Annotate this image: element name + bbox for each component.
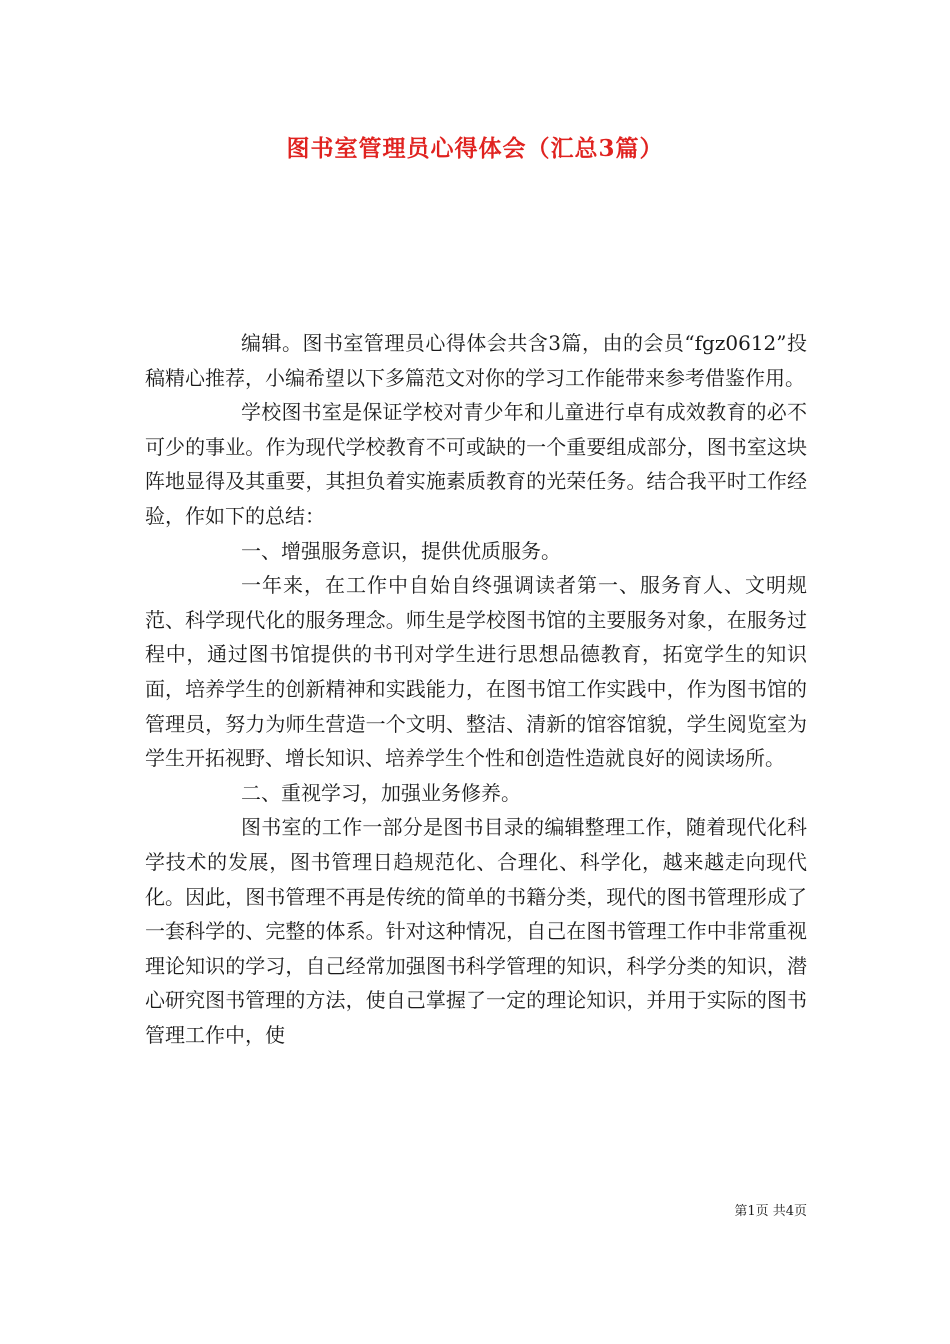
page-number-footer: 第1页 共4页 <box>734 1204 807 1219</box>
document-body <box>145 326 807 1052</box>
document-title: 图书室管理员心得体会（汇总3篇） <box>286 135 664 162</box>
paragraph-service: 一年来，在工作中自始自终强调读者第一、服务育人、文明规范、科学现代化的服务理念。师生是学校图书馆的主要服务对象，在服务过程中，通过图书馆提供的书刊对学生进行思想品德教育，拓宽学生的知识面，培养学生的创新精神和实践能力，在图书馆工作实践中，作为图书馆的管理员，努力为师生营造一个文明、整洁、清新的馆容馆貌，学生阅览室为学生开拓视野、增长知识、培养学生个性和创造性造就良好的阅读场所。 <box>145 573 807 771</box>
section-heading-study: 二、重视学习，加强业务修养。 <box>241 780 521 805</box>
paragraph-school-library: 学校图书室是保证学校对青少年和儿童进行卓有成效教育的必不可少的事业。作为现代学校教育不可或缺的一个重要组成部分，图书室这块阵地显得及其重要，其担负着实施素质教育的光荣任务。结合我平时工作经验，作如下的总结： <box>145 400 807 528</box>
section-heading-service: 一、增强服务意识，提供优质服务。 <box>241 538 561 563</box>
paragraph-study: 图书室的工作一部分是图书目录的编辑整理工作，随着现代化科学技术的发展，图书管理日趋规范化、合理化、科学化，越来越走向现代化。因此，图书管理不再是传统的简单的书籍分类，现代的图书管理形成了一套科学的、完整的体系。针对这种情况，自己在图书管理工作中非常重视理论知识的学习，自己经常加强图书科学管理的知识，科学分类的知识，潜心研究图书管理的方法，使自己掌握了一定的理论知识，并用于实际的图书管理工作中，使 <box>145 815 807 1047</box>
paragraph-intro: 编辑。图书室管理员心得体会共含3篇，由的会员“fgz0612”投稿精心推荐，小编希望以下多篇范文对你的学习工作能带来参考借鉴作用。 <box>145 331 807 390</box>
